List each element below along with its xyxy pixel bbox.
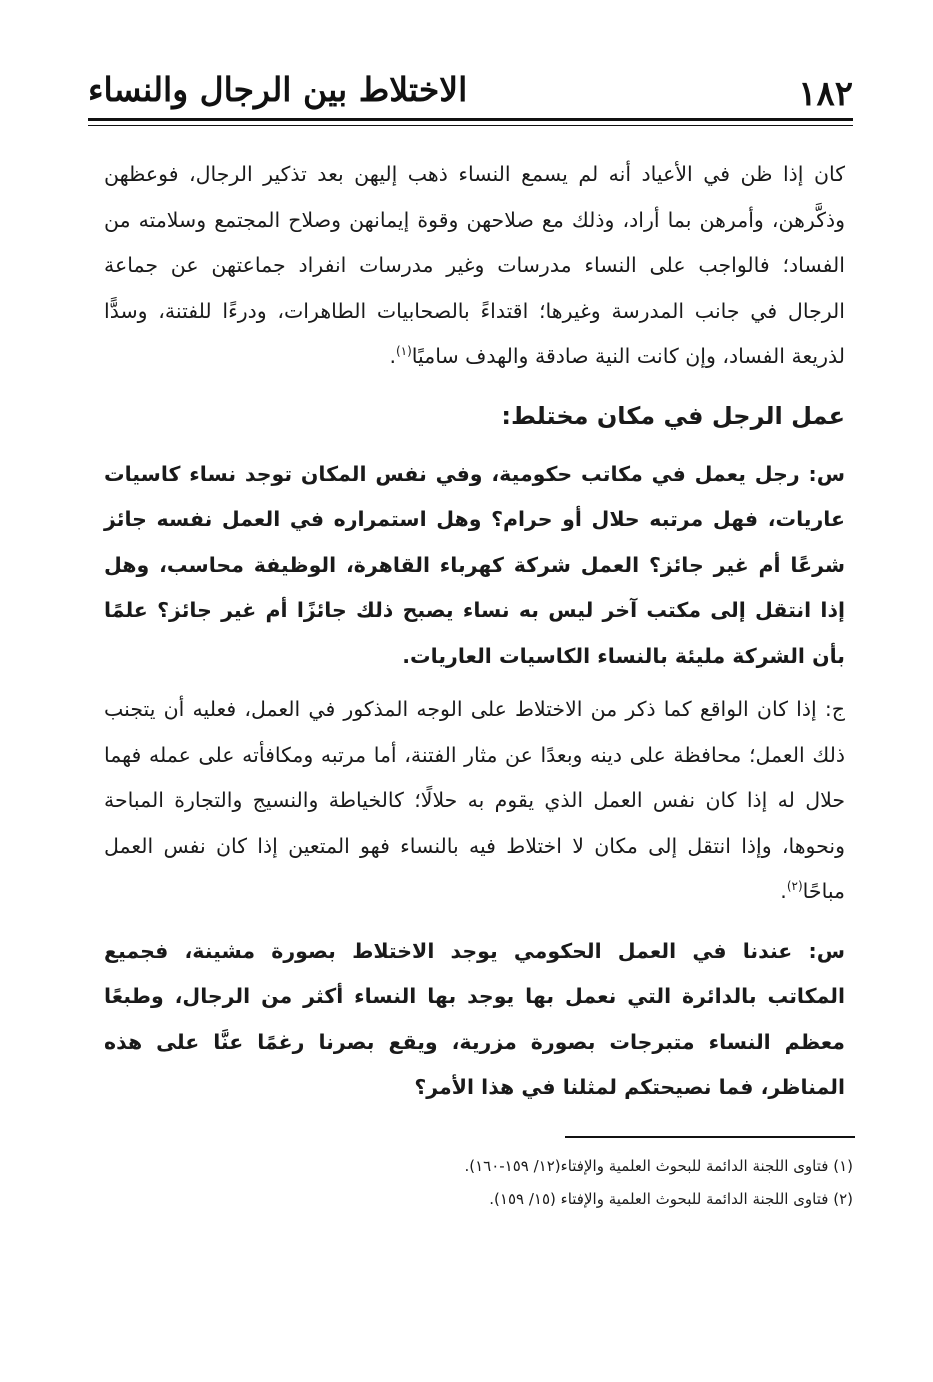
spacer (104, 679, 845, 687)
answer-text: ج: إذا كان الواقع كما ذكر من الاختلاط على الوجه المذكور في العمل، فعليه أن يتجنب ذلك العمل؛ محافظة على دينه وبعدًا عن مثار الفتنة، أما مرتبه ومكافأته على عمله فهما حلال له إذا كان نفس العمل الذي يقوم به حلالًا؛ كالخياطة والنسيج والتجارة المباحة ونحوها، وإذا انتقل إلى مكان لا اختلاط فيه بالنساء فهو المتعين إذا كان نفس العمل مباحًا (104, 697, 845, 903)
answer-end: . (780, 879, 787, 903)
paragraph-end: . (389, 344, 396, 368)
footnote-ref-1: (١) (395, 344, 412, 359)
paragraph-continuation (104, 152, 845, 380)
question-1: س: رجل يعمل في مكاتب حكومية، وفي نفس المكان توجد نساء كاسيات عاريات، فهل مرتبه حلال أو حرام؟ وهل استمراره في العمل نفسه جائز شرعًا أم غير جائز؟ العمل شركة كهرباء القاهرة، الوظيفة محاسب، وهل إذا انتقل إلى مكتب آخر ليس به نساء يصبح ذلك جائزًا أم غير جائز؟ علمًا بأن الشركة مليئة بالنساء الكاسيات العاريات. (104, 461, 845, 668)
page-header (88, 62, 853, 132)
footnote-2: (٢) فتاوى اللجنة الدائمة للبحوث العلمية والإفتاء (١٥/ ١٥٩). (489, 1190, 853, 1208)
question-2: س: عندنا في العمل الحكومي يوجد الاختلاط بصورة مشينة، فجميع المكاتب بالدائرة التي نعمل بها يوجد بها النساء أكثر من الرجال، وطبعًا معظم النساء متبرجات بصورة مزرية، ويقع بصرنا رغمًا عنَّا على هذه المناظر، فما نصيحتكم لمثلنا في هذا الأمر؟ (104, 938, 845, 1099)
header-rule (88, 118, 853, 121)
footnote-separator (565, 1136, 855, 1138)
spacer (104, 915, 845, 929)
footnote-ref-2: (٢) (786, 879, 803, 894)
section-heading: عمل الرجل في مكان مختلط: (501, 401, 845, 430)
header-rule-thin (88, 125, 853, 126)
footnotes (104, 1150, 853, 1216)
paragraph-text: كان إذا ظن في الأعياد أنه لم يسمع النساء ذهب إليهن بعد تذكير الرجال، فوعظهن وذكَّرهن، وأمرهن بما أراد، وذلك مع صلاحهن وقوة إيمانهن وصلاح المجتمع وسلامته من الفساد؛ فالواجب على النساء مدرسات وغير مدرسات انفراد جماعتهن عن جماعة الرجال في جانب المدرسة وغيرها؛ اقتداءً بالصحابيات الطاهرات، ودرءًا للفتنة، وسدًّا لذريعة الفساد، وإن كانت النية صادقة والهدف ساميًا (104, 162, 845, 368)
running-title: الاختلاط بين الرجال والنساء (88, 70, 468, 109)
page-body (104, 152, 845, 1111)
footnote-1: (١) فتاوى اللجنة الدائمة للبحوث العلمية والإفتاء(١٢/ ١٥٩-١٦٠). (464, 1157, 853, 1175)
answer-1 (104, 687, 845, 915)
page-number: ١٨٢ (798, 74, 853, 114)
